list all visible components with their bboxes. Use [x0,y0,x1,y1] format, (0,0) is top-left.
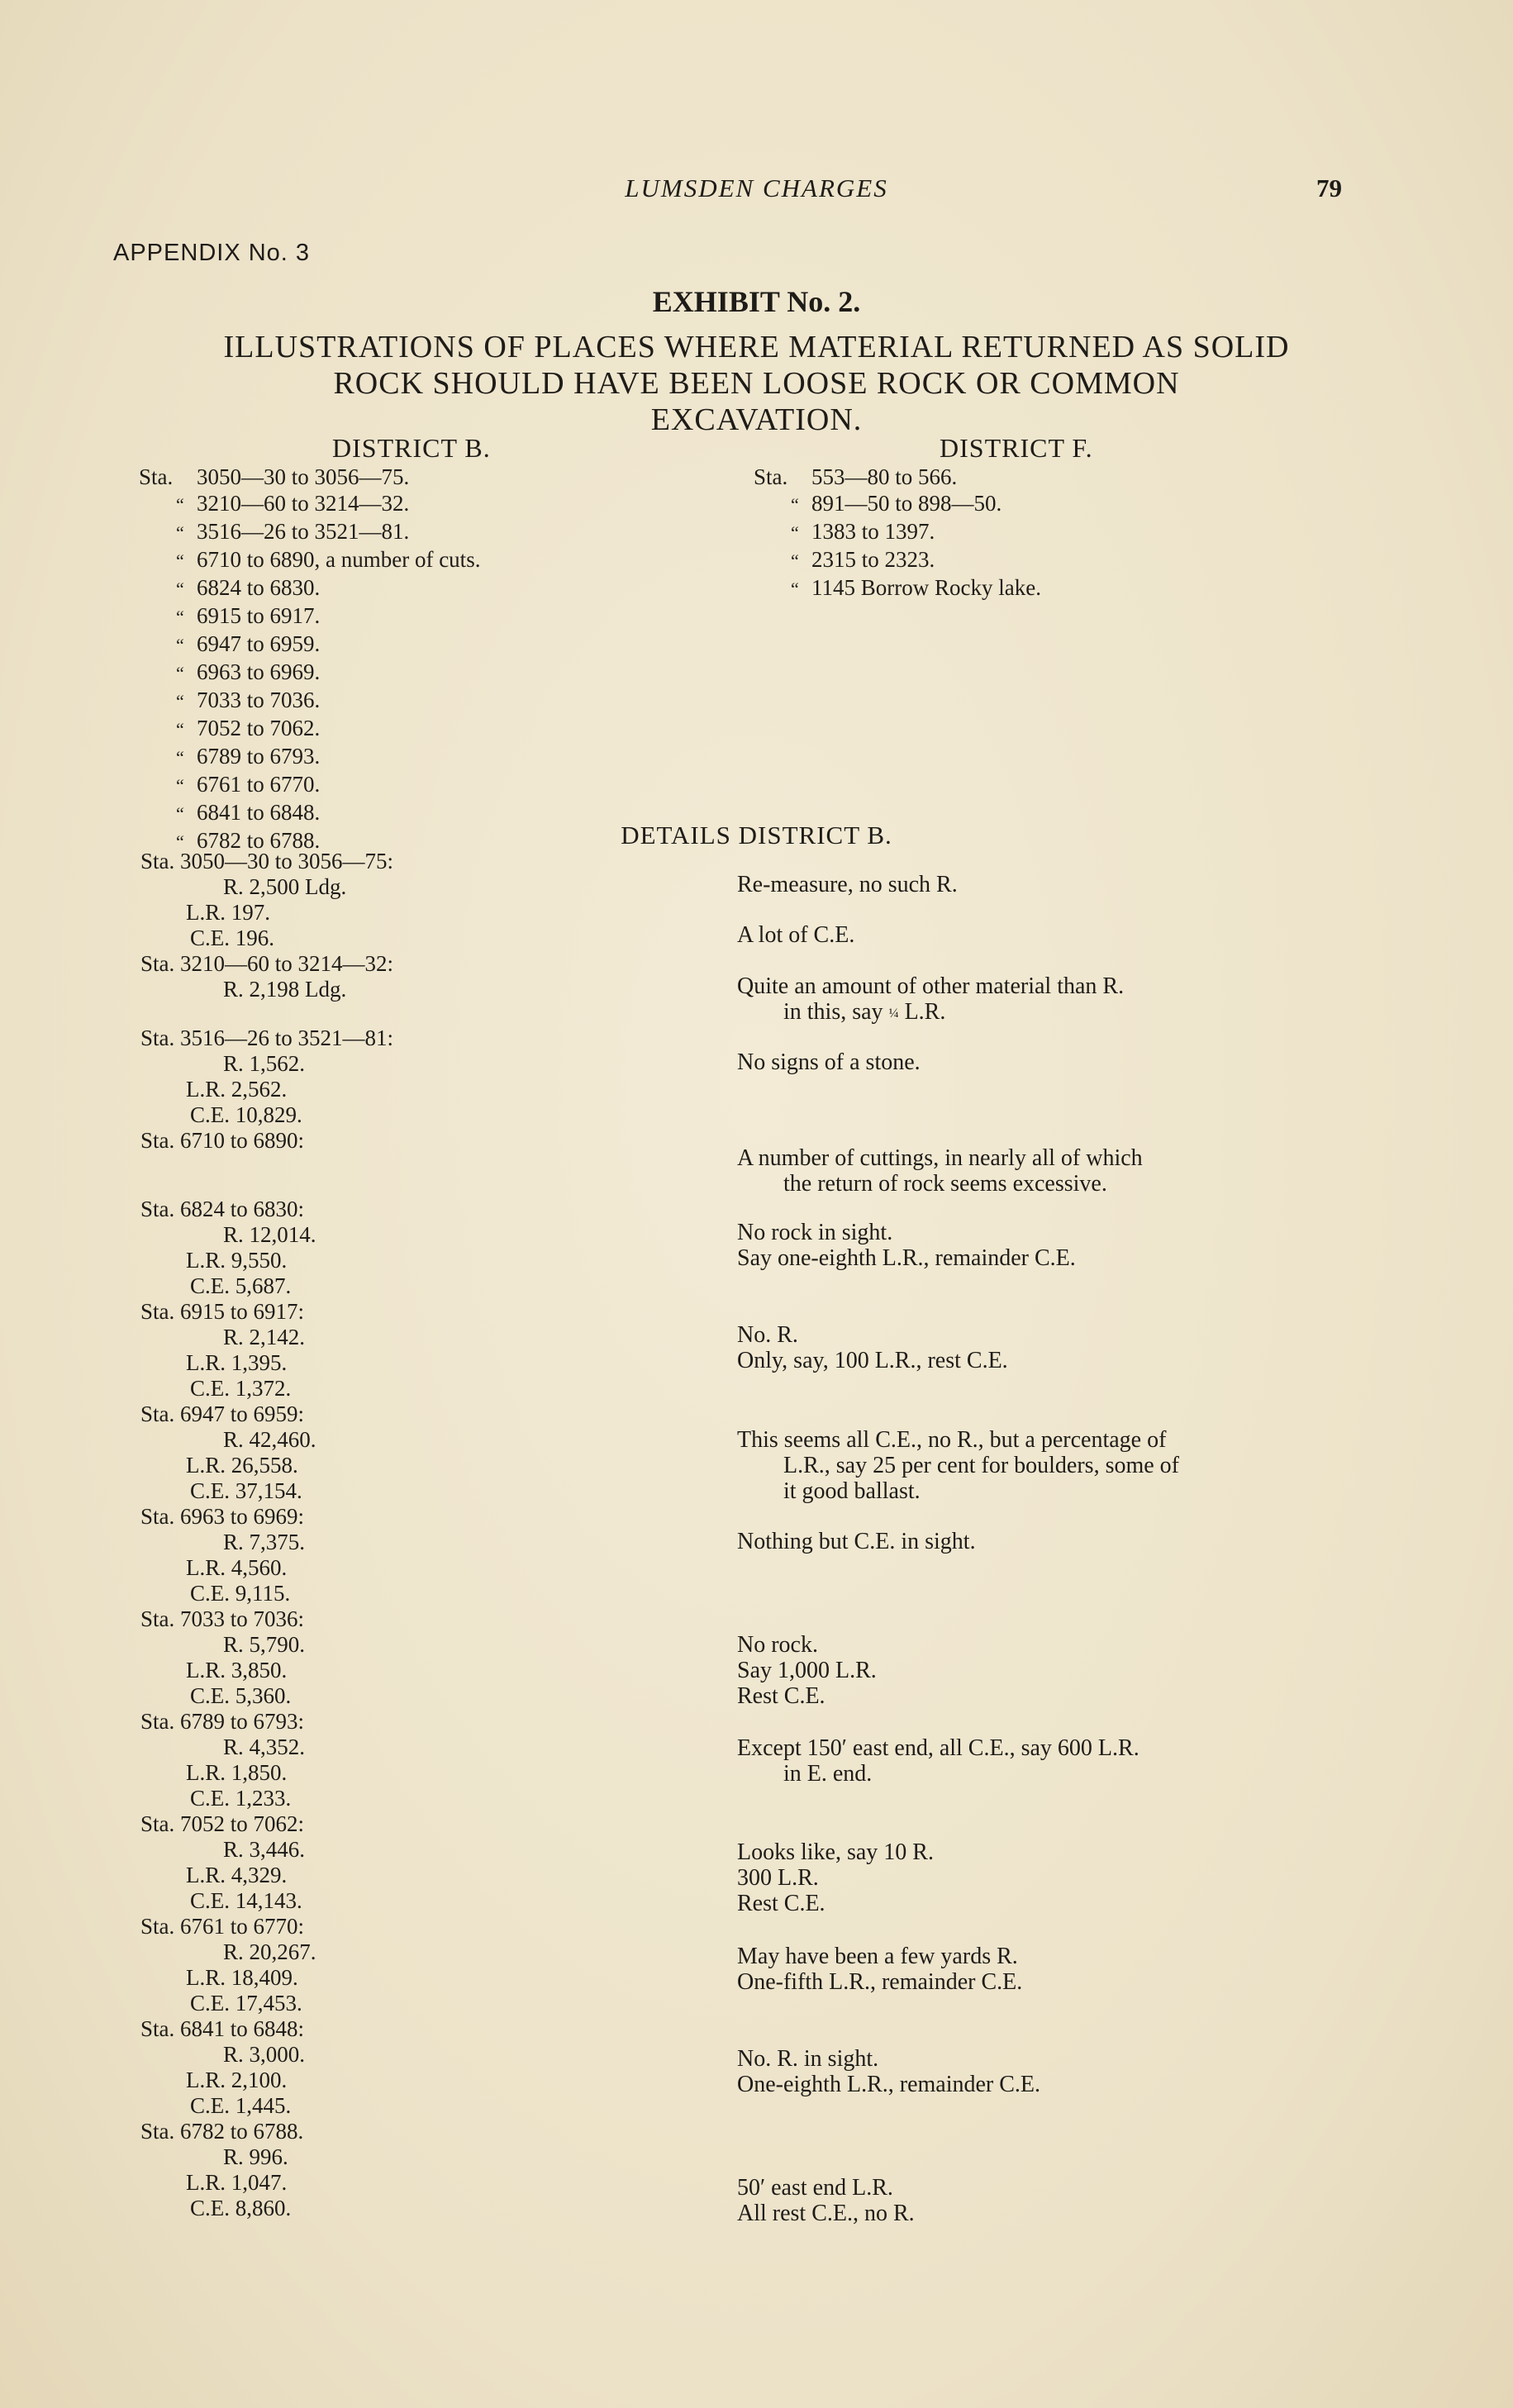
remark: Nothing but C.E. in sight. [737,1529,976,1554]
district-f-heading: DISTRICT F. [940,433,1093,463]
detail-common-excavation: C.E. 8,860. [190,2196,292,2220]
detail-station: Sta. 3050—30 to 3056—75: [140,849,394,873]
list-item: “ 6947 to 6959. [176,631,321,656]
detail-rock: R. 2,198 Ldg. [223,977,347,1002]
remark: No rock in sight. Say one-eighth L.R., remainder C.E. [737,1220,1076,1271]
exhibit-heading: EXHIBIT No. 2. [652,285,861,318]
title-line: EXCAVATION. [650,402,863,437]
list-item: Sta. 3050—30 to 3056—75. [139,464,410,489]
list-item: “ 6710 to 6890, a number of cuts. [176,547,481,572]
detail-common-excavation: C.E. 10,829. [190,1102,302,1127]
list-item: “ 6761 to 6770. [176,772,321,797]
detail-rock: R. 2,500 Ldg. [223,874,347,899]
detail-station: Sta. 6824 to 6830: [140,1197,305,1221]
detail-common-excavation: C.E. 1,445. [190,2093,292,2118]
detail-common-excavation: C.E. 14,143. [190,1888,302,1913]
list-item: “ 1383 to 1397. [791,519,935,544]
detail-common-excavation: C.E. 5,687. [190,1273,292,1298]
list-item: “ 6841 to 6848. [176,800,321,825]
detail-common-excavation: C.E. 1,372. [190,1376,292,1401]
detail-common-excavation: C.E. 37,154. [190,1478,302,1503]
detail-loose-rock: L.R. 1,047. [186,2170,288,2195]
detail-station: Sta. 6789 to 6793: [140,1709,305,1734]
detail-station: Sta. 6710 to 6890: [140,1128,305,1153]
detail-station: Sta. 6963 to 6969: [140,1504,305,1529]
list-item: “ 6915 to 6917. [176,603,321,628]
remark: Quite an amount of other material than R. in this, say ¼ L.R. [737,973,1125,1025]
page-number: 79 [1316,174,1342,202]
detail-station: Sta. 6782 to 6788. [140,2119,304,2144]
title-line: ILLUSTRATIONS OF PLACES WHERE MATERIAL RETURNED AS SOLID [223,330,1290,364]
title-line: ROCK SHOULD HAVE BEEN LOOSE ROCK OR COMMON [333,366,1180,401]
detail-loose-rock: L.R. 18,409. [186,1965,298,1990]
list-item: “ 6782 to 6788. [176,828,321,853]
remark: A number of cuttings, in nearly all of which the return of rock seems excessive. [737,1145,1143,1197]
district-f-list [754,464,1041,602]
list-item: “ 6789 to 6793. [176,744,321,769]
detail-rock: R. 996. [223,2144,288,2169]
detail-loose-rock: L.R. 3,850. [186,1658,288,1682]
detail-station: Sta. 6915 to 6917: [140,1299,305,1324]
detail-rock: R. 20,267. [223,1939,316,1964]
list-item: “ 7033 to 7036. [176,688,321,712]
remark: A lot of C.E. [737,922,855,948]
detail-common-excavation: C.E. 17,453. [190,1991,302,2015]
detail-rock: R. 5,790. [223,1632,306,1657]
remark: No. R. in sight. One-eighth L.R., remainder C.E. [737,2046,1041,2097]
detail-rock: R. 2,142. [223,1325,306,1349]
detail-rock: R. 42,460. [223,1427,316,1452]
detail-common-excavation: C.E. 1,233. [190,1786,292,1811]
detail-common-excavation: C.E. 5,360. [190,1683,292,1708]
remark: May have been a few yards R. One-fifth L.R., remainder C.E. [737,1944,1023,1995]
detail-loose-rock: L.R. 1,395. [186,1350,288,1375]
detail-rock: R. 4,352. [223,1735,306,1759]
detail-rock: R. 12,014. [223,1222,316,1247]
list-item: “ 3210—60 to 3214—32. [176,491,410,516]
list-item: “ 7052 to 7062. [176,716,321,740]
detail-loose-rock: L.R. 1,850. [186,1760,288,1785]
list-item: Sta. 553—80 to 566. [754,464,958,489]
detail-common-excavation: C.E. 196. [190,926,275,950]
list-item: “ 3516—26 to 3521—81. [176,519,410,544]
list-item: “ 891—50 to 898—50. [791,491,1002,516]
document-title [0,329,1513,438]
detail-station: Sta. 6947 to 6959: [140,1401,305,1426]
detail-loose-rock: L.R. 26,558. [186,1453,298,1478]
detail-station: Sta. 3210—60 to 3214—32: [140,951,394,976]
remark: No. R. Only, say, 100 L.R., rest C.E. [737,1322,1008,1373]
detail-rock: R. 7,375. [223,1530,306,1554]
detail-loose-rock: L.R. 9,550. [186,1248,288,1273]
detail-entry [140,849,393,1002]
detail-station: Sta. 3516—26 to 3521—81: [140,1026,394,1050]
remark: 50′ east end L.R. All rest C.E., no R. [737,2175,915,2226]
detail-loose-rock: L.R. 2,100. [186,2068,288,2092]
detail-loose-rock: L.R. 2,562. [186,1077,288,1102]
list-item: “ 6824 to 6830. [176,575,321,600]
details-heading: DETAILS DISTRICT B. [621,821,892,849]
detail-loose-rock: L.R. 4,560. [186,1555,288,1580]
detail-entry [140,1026,393,1154]
detail-rock: R. 3,000. [223,2042,306,2067]
detail-station: Sta. 7033 to 7036: [140,1606,305,1631]
appendix-label: APPENDIX No. 3 [113,240,311,266]
detail-station: Sta. 7052 to 7062: [140,1811,305,1836]
detail-loose-rock: L.R. 197. [186,900,271,925]
detail-rock: R. 3,446. [223,1837,306,1862]
running-title: LUMSDEN CHARGES [625,174,888,202]
district-b-list [139,464,480,855]
remark: This seems all C.E., no R., but a percentage of L.R., say 25 per cent for boulders, some of it good ballast. [737,1427,1179,1504]
detail-entry-group [140,1197,316,2221]
remark: Looks like, say 10 R. 300 L.R. Rest C.E. [737,1839,934,1916]
detail-loose-rock: L.R. 4,329. [186,1863,288,1887]
remark: Except 150′ east end, all C.E., say 600 L.R. in E. end. [737,1735,1140,1787]
detail-station: Sta. 6761 to 6770: [140,1914,305,1939]
list-item: “ 2315 to 2323. [791,547,935,572]
district-b-heading: DISTRICT B. [332,433,491,463]
detail-station: Sta. 6841 to 6848: [140,2016,305,2041]
remark: No signs of a stone. [737,1049,921,1075]
remark: No rock. Say 1,000 L.R. Rest C.E. [737,1632,877,1709]
detail-rock: R. 1,562. [223,1051,306,1076]
list-item: “ 1145 Borrow Rocky lake. [791,575,1041,600]
detail-common-excavation: C.E. 9,115. [190,1581,291,1606]
list-item: “ 6963 to 6969. [176,659,321,684]
remark: Re-measure, no such R. [737,872,958,897]
